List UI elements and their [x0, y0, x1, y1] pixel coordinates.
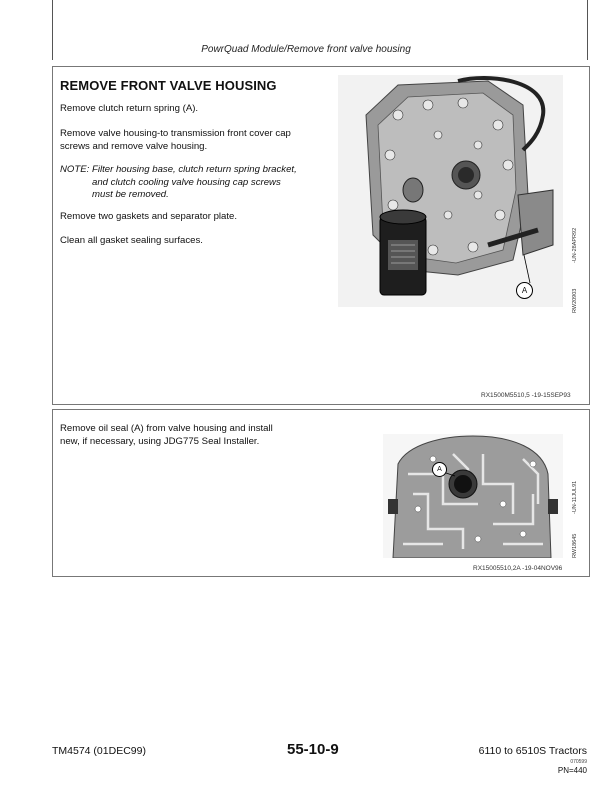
section-title: REMOVE FRONT VALVE HOUSING — [60, 78, 277, 93]
step-clean-surfaces: Clean all gasket sealing surfaces. — [60, 235, 203, 246]
side-rw-ref: RW18645 — [572, 533, 578, 558]
section1-ref-code: RX1500M5510,5 -19-15SEP93 — [481, 392, 571, 399]
footer-manual-id: TM4574 (01DEC99) — [52, 745, 146, 757]
section2-ref-code: RX15005510,2A -19-04NOV96 — [473, 565, 563, 572]
section-remove-front-valve-housing — [52, 66, 590, 405]
note-line1: NOTE: Filter housing base, clutch return spring bracket, — [60, 164, 297, 175]
valve-housing-photo — [338, 75, 563, 307]
step-remove-oil-seal-line1: Remove oil seal (A) from valve housing and install — [60, 423, 273, 434]
side-date-ref: -UN-28APR92 — [572, 227, 578, 263]
note-line2: and clutch cooling valve housing cap screws — [92, 176, 281, 188]
callout-a-label: A — [437, 466, 442, 473]
valve-housing-illustration — [338, 75, 563, 307]
note-line3: must be removed. — [92, 189, 169, 200]
page-header-title: PowrQuad Module/Remove front valve housing — [201, 44, 411, 55]
oil-seal-illustration — [383, 434, 563, 558]
side-date-ref: -UN-11JUL91 — [572, 480, 578, 514]
footer-page-number: 55-10-9 — [287, 741, 339, 758]
step-remove-gaskets: Remove two gaskets and separator plate. — [60, 211, 238, 222]
step-remove-oil-seal-line2: new, if necessary, using JDG775 Seal Installer. — [60, 435, 260, 447]
step-remove-clutch-spring: Remove clutch return spring (A). — [60, 103, 199, 114]
step-remove-oil-seal — [60, 423, 273, 448]
step-remove-cap-screws-line1: Remove valve housing-to transmission front cover cap — [60, 128, 291, 139]
header-rule-right — [587, 0, 588, 60]
step-remove-cap-screws-line2: screws and remove valve housing. — [60, 140, 208, 152]
callout-a-circle — [516, 282, 533, 299]
section-remove-oil-seal — [52, 409, 590, 577]
footer-model: 6110 to 6510S Tractors — [478, 745, 587, 757]
note-block — [60, 164, 297, 202]
callout-a-circle — [432, 462, 447, 477]
footer-pn: PN=440 — [557, 766, 587, 775]
footer-small-code: 070599 — [570, 759, 587, 765]
side-rw-ref: RW20903 — [572, 288, 578, 313]
callout-a-label: A — [521, 286, 528, 295]
oil-seal-photo — [383, 434, 563, 558]
step-remove-cap-screws — [60, 128, 291, 153]
